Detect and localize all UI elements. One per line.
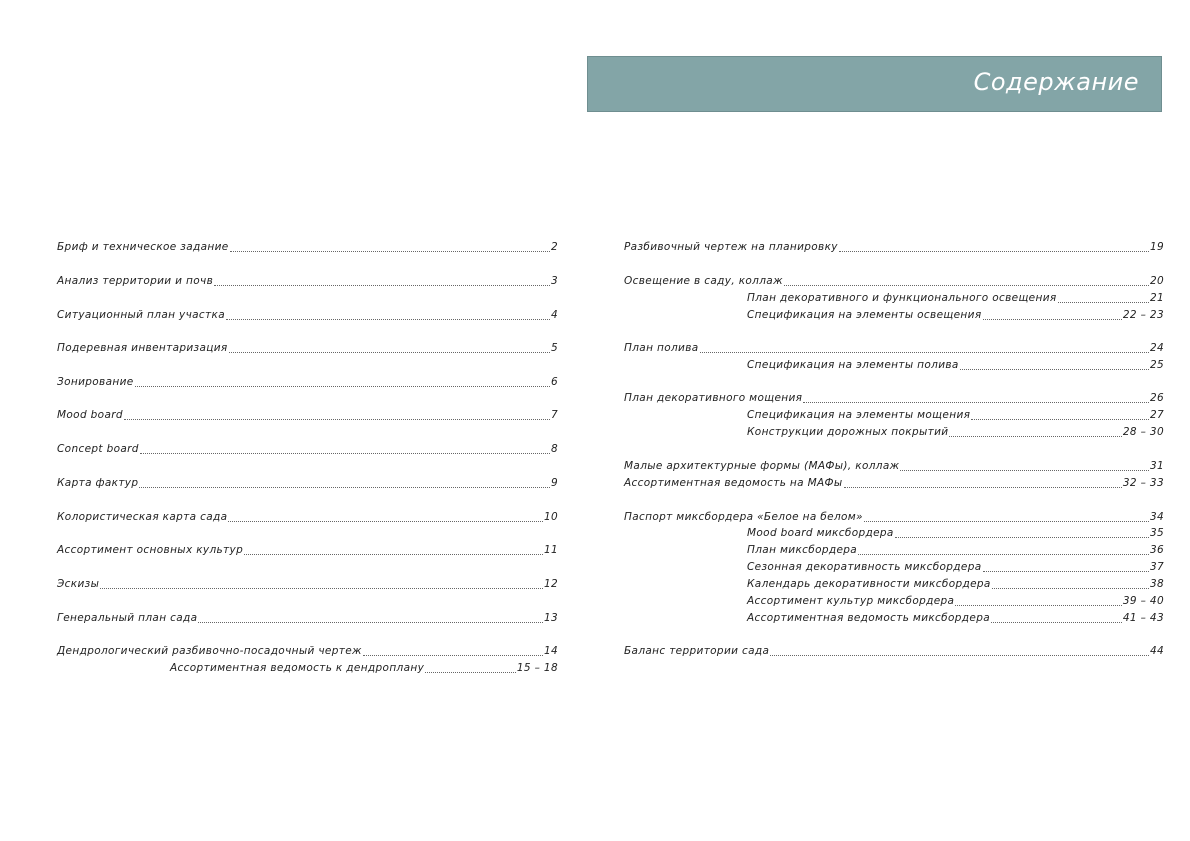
toc-entry-page: 4 <box>550 309 558 321</box>
leader-dots <box>864 520 1149 522</box>
toc-entry <box>57 443 558 457</box>
toc-entry-title: Баланс территории сада <box>624 645 770 657</box>
toc-entry-page: 28 – 30 <box>1122 426 1164 438</box>
leader-dots <box>844 486 1122 488</box>
leader-dots <box>425 671 516 673</box>
contents-header-banner <box>587 56 1162 112</box>
toc-entry-title: Спецификация на элементы освещения <box>747 309 982 321</box>
leader-dots <box>139 486 550 488</box>
leader-dots <box>124 418 550 420</box>
toc-entry-title: Ассортиментная ведомость к дендроплану <box>170 662 425 674</box>
toc-subentry <box>747 359 1164 373</box>
leader-dots <box>803 401 1149 403</box>
toc-entry <box>624 645 1164 659</box>
toc-entry-page: 14 <box>543 645 558 657</box>
toc-entry-page: 6 <box>550 376 558 388</box>
toc-entry-title: Малые архитектурные формы (МАФы), коллаж <box>624 460 900 472</box>
toc-entry-title: Карта фактур <box>57 477 139 489</box>
leader-dots <box>971 418 1149 420</box>
leader-dots <box>140 452 550 454</box>
toc-entry-page: 31 <box>1149 460 1164 472</box>
toc-entry-page: 15 – 18 <box>516 662 558 674</box>
toc-entry-page: 27 <box>1149 409 1164 421</box>
toc-entry-title: Анализ территории и почв <box>57 275 214 287</box>
leader-dots <box>229 351 550 353</box>
toc-subentry <box>747 409 1164 423</box>
toc-subentry <box>170 662 558 676</box>
toc-entry-page: 25 <box>1149 359 1164 371</box>
leader-dots <box>858 553 1149 555</box>
leader-dots <box>949 435 1121 437</box>
leader-dots <box>991 621 1122 623</box>
toc-entry-page: 32 – 33 <box>1122 477 1164 489</box>
leader-dots <box>983 570 1149 572</box>
leader-dots <box>770 654 1149 656</box>
toc-entry-title: Бриф и техническое задание <box>57 241 229 253</box>
toc-entry-page: 41 – 43 <box>1122 612 1164 624</box>
toc-entry <box>624 275 1164 289</box>
leader-dots <box>1058 301 1149 303</box>
leader-dots <box>960 368 1149 370</box>
toc-entry-title: Зонирование <box>57 376 134 388</box>
toc-entry-title: Спецификация на элементы мощения <box>747 409 971 421</box>
toc-entry-page: 22 – 23 <box>1122 309 1164 321</box>
toc-entry-title: Паспорт миксбордера «Белое на белом» <box>624 511 863 523</box>
leader-dots <box>100 587 543 589</box>
toc-entry <box>57 409 558 423</box>
toc-entry-title: Спецификация на элементы полива <box>747 359 959 371</box>
leader-dots <box>700 351 1149 353</box>
toc-subentry <box>747 426 1164 440</box>
toc-entry-title: Mood board миксбордера <box>747 527 894 539</box>
leader-dots <box>900 469 1149 471</box>
toc-entry <box>624 241 1164 255</box>
toc-entry-page: 5 <box>550 342 558 354</box>
toc-entry-title: План миксбордера <box>747 544 858 556</box>
toc-entry-title: Подеревная инвентаризация <box>57 342 228 354</box>
toc-entry-page: 2 <box>550 241 558 253</box>
toc-entry-title: План декоративного мощения <box>624 392 803 404</box>
toc-entry-title: Ассортимент культур миксбордера <box>747 595 955 607</box>
toc-entry <box>624 477 1164 491</box>
toc-entry-page: 39 – 40 <box>1122 595 1164 607</box>
toc-entry-title: Mood board <box>57 409 123 421</box>
leader-dots <box>363 654 543 656</box>
toc-entry-title: Ассортиментная ведомость на МАФы <box>624 477 843 489</box>
toc-entry <box>57 477 558 491</box>
leader-dots <box>214 284 550 286</box>
leader-dots <box>895 536 1149 538</box>
leader-dots <box>135 385 550 387</box>
toc-entry-page: 11 <box>543 544 558 556</box>
toc-entry <box>624 342 1164 356</box>
toc-subentry <box>747 292 1164 306</box>
toc-entry-title: Ассортимент основных культур <box>57 544 244 556</box>
toc-entry <box>57 578 558 592</box>
toc-entry-page: 9 <box>550 477 558 489</box>
leader-dots <box>228 520 543 522</box>
toc-entry-page: 34 <box>1149 511 1164 523</box>
toc-entry-title: Освещение в саду, коллаж <box>624 275 783 287</box>
toc-subentry <box>747 544 1164 558</box>
toc-entry-title: Конструкции дорожных покрытий <box>747 426 949 438</box>
toc-entry <box>57 376 558 390</box>
toc-entry <box>57 645 558 659</box>
leader-dots <box>992 587 1149 589</box>
toc-entry-page: 7 <box>550 409 558 421</box>
toc-entry-title: Дендрологический разбивочно-посадочный чертеж <box>57 645 362 657</box>
toc-subentry <box>747 309 1164 323</box>
leader-dots <box>983 318 1122 320</box>
toc-entry-page: 37 <box>1149 561 1164 573</box>
toc-entry-title: Сезонная декоративность миксбордера <box>747 561 982 573</box>
toc-subentry <box>747 612 1164 626</box>
leader-dots <box>230 250 550 252</box>
toc-entry <box>624 392 1164 406</box>
toc-entry <box>57 309 558 323</box>
toc-entry-page: 26 <box>1149 392 1164 404</box>
leader-dots <box>955 604 1122 606</box>
leader-dots <box>226 318 550 320</box>
toc-entry-title: Разбивочный чертеж на планировку <box>624 241 838 253</box>
toc-entry-title: Ассортиментная ведомость миксбордера <box>747 612 991 624</box>
toc-entry <box>57 275 558 289</box>
leader-dots <box>244 553 543 555</box>
toc-entry-title: Колористическая карта сада <box>57 511 228 523</box>
toc-entry <box>57 342 558 356</box>
toc-entry <box>57 612 558 626</box>
toc-entry-page: 21 <box>1149 292 1164 304</box>
toc-entry-title: План декоративного и функционального освещения <box>747 292 1057 304</box>
toc-entry <box>57 241 558 255</box>
toc-entry-title: Генеральный план сада <box>57 612 198 624</box>
toc-entry-page: 10 <box>543 511 558 523</box>
leader-dots <box>839 250 1149 252</box>
toc-entry-page: 24 <box>1149 342 1164 354</box>
leader-dots <box>198 621 543 623</box>
toc-entry <box>57 544 558 558</box>
toc-entry-page: 19 <box>1149 241 1164 253</box>
toc-subentry <box>747 527 1164 541</box>
toc-entry-page: 12 <box>543 578 558 590</box>
toc-entry-page: 3 <box>550 275 558 287</box>
toc-entry-page: 20 <box>1149 275 1164 287</box>
toc-entry-title: Эскизы <box>57 578 100 590</box>
toc-entry-page: 35 <box>1149 527 1164 539</box>
toc-subentry <box>747 561 1164 575</box>
toc-subentry <box>747 595 1164 609</box>
toc-entry-page: 44 <box>1149 645 1164 657</box>
toc-entry-title: Concept board <box>57 443 139 455</box>
toc-entry-page: 8 <box>550 443 558 455</box>
toc-entry-title: План полива <box>624 342 699 354</box>
page-title: Содержание <box>973 68 1139 96</box>
leader-dots <box>784 284 1149 286</box>
toc-entry-title: Календарь декоративности миксбордера <box>747 578 991 590</box>
toc-subentry <box>747 578 1164 592</box>
toc-entry <box>57 511 558 525</box>
toc-entry <box>624 511 1164 525</box>
toc-entry-page: 38 <box>1149 578 1164 590</box>
toc-entry <box>624 460 1164 474</box>
toc-entry-page: 36 <box>1149 544 1164 556</box>
toc-entry-page: 13 <box>543 612 558 624</box>
toc-entry-title: Ситуационный план участка <box>57 309 225 321</box>
